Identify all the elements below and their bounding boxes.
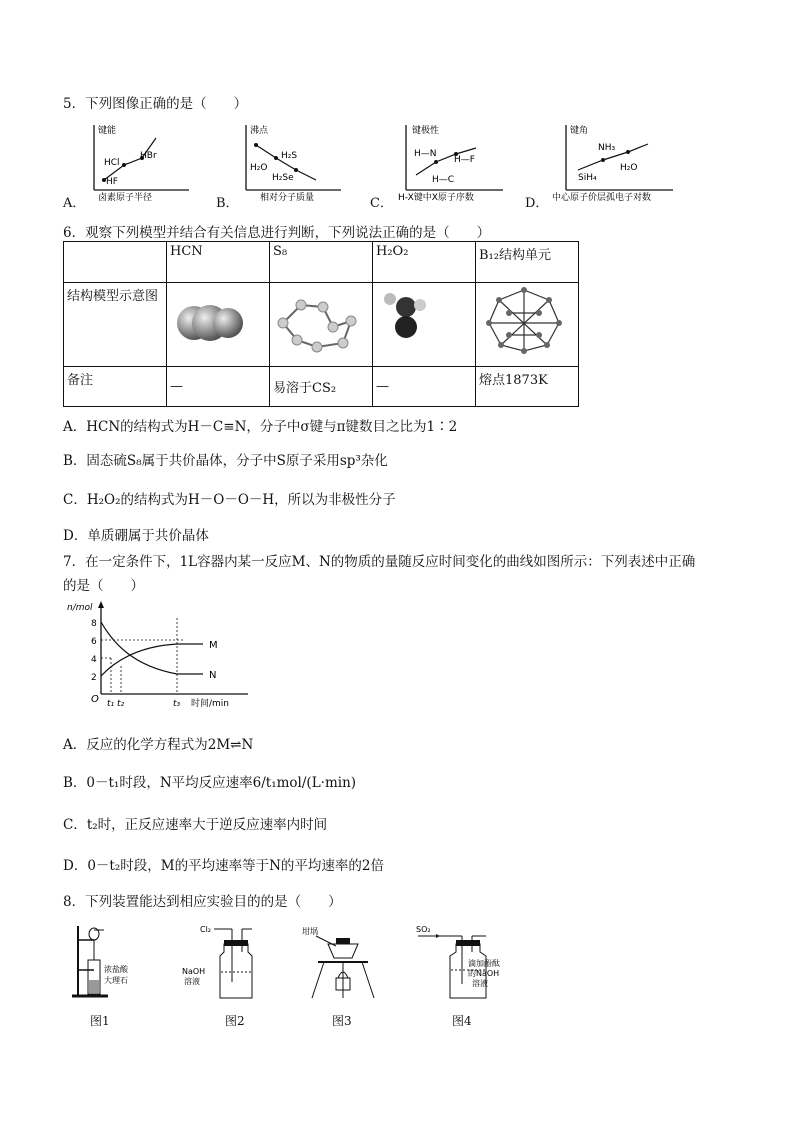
q7-option-d[interactable]: D．0－t₂时段，M的平均速率等于N的平均速率的2倍 <box>63 858 384 874</box>
q8-caption-3: 图3 <box>332 1014 352 1028</box>
h2o2-model-image <box>376 285 456 355</box>
q5a-label-3: HF <box>106 177 118 187</box>
q5c-label-3: H—C <box>432 175 455 185</box>
q5d-xlabel: 中心原子价层孤电子对数 <box>552 193 652 202</box>
q7-ytick-8: 8 <box>91 619 97 629</box>
table-header-b12: B₁₂结构单元 <box>476 242 579 283</box>
q8-caption-2: 图2 <box>225 1014 245 1028</box>
fig4-label-3: 溶液 <box>472 979 488 988</box>
s8-model-image <box>273 285 369 355</box>
table-header-h2o2: H₂O₂ <box>373 242 476 283</box>
fig2-label-naoh: NaOH <box>182 967 206 976</box>
q7-ylabel: n/mol <box>67 603 93 613</box>
fig3-label-crucible: 坩埚 <box>302 927 318 936</box>
s8-model-cell <box>270 283 373 367</box>
q6-option-c[interactable]: C．H₂O₂的结构式为H－O－O－H，所以为非极性分子 <box>63 492 396 508</box>
q5b-label-3: H₂Se <box>272 173 294 183</box>
q6-model-table <box>63 241 579 407</box>
q5b-label-2: H₂O <box>250 163 268 173</box>
q6-option-d[interactable]: D．单质硼属于共价晶体 <box>63 528 209 544</box>
q5d-label-1: NH₃ <box>598 143 616 153</box>
q7-origin: O <box>91 694 99 705</box>
table-corner <box>64 242 167 283</box>
q8-stem: 8．下列装置能达到相应实验目的的是（ ） <box>63 894 342 910</box>
q8-figure-4 <box>412 922 522 1004</box>
note-s8: 易溶于CS₂ <box>270 367 373 407</box>
fig4-label-so2: SO₂ <box>416 925 431 934</box>
fig4-label-1: 滴加酚酞 <box>468 959 500 968</box>
table-header-hcn: HCN <box>167 242 270 283</box>
q7-xtick-t1: t₁ <box>107 699 115 709</box>
q5-graph-b <box>236 120 346 202</box>
q5c-ylabel: 键极性 <box>412 126 440 136</box>
q5c-label-2: H—F <box>454 155 475 165</box>
q7-ytick-4: 4 <box>91 655 97 665</box>
q6-option-a[interactable]: A．HCN的结构式为H－C≡N，分子中σ键与π键数目之比为1∶2 <box>63 419 458 435</box>
q5-option-d-letter[interactable]: D． <box>525 196 549 211</box>
q5d-label-2: H₂O <box>620 163 638 173</box>
q5d-label-3: SiH₄ <box>578 173 597 183</box>
fig2-label-cl2: Cl₂ <box>200 925 212 934</box>
q5-option-a-letter[interactable]: A． <box>63 196 86 211</box>
q5b-xlabel: 相对分子质量 <box>260 193 315 202</box>
b12-model-image <box>479 285 569 355</box>
q8-figure-3 <box>298 922 388 1004</box>
b12-model-cell <box>476 283 579 367</box>
q8-figure-2 <box>180 922 270 1004</box>
table-row-note-label: 备注 <box>64 367 167 407</box>
q5-graph-d <box>548 120 678 202</box>
q5-option-b-letter[interactable]: B． <box>216 196 239 211</box>
h2o2-model-cell <box>373 283 476 367</box>
note-h2o2: — <box>373 367 476 407</box>
note-hcn: — <box>167 367 270 407</box>
q7-option-a[interactable]: A．反应的化学方程式为2M⇌N <box>63 737 254 753</box>
q5d-ylabel: 键角 <box>570 126 589 136</box>
q7-curve-m <box>101 644 203 676</box>
fig2-label-solution: 溶液 <box>184 977 200 986</box>
q5a-xlabel: 卤素原子半径 <box>98 193 153 202</box>
table-row-model-label: 结构模型示意图 <box>64 283 167 367</box>
fig1-label-1: 浓盐酸 <box>104 965 128 974</box>
table-header-s8: S₈ <box>270 242 373 283</box>
fig4-label-2: 的NaOH <box>468 969 500 978</box>
q7-series-n: N <box>209 670 217 681</box>
q7-option-b[interactable]: B．0－t₁时段，N平均反应速率6/t₁mol/(L·min) <box>63 775 357 791</box>
q5b-label-1: H₂S <box>281 151 298 161</box>
q7-series-m: M <box>209 640 218 651</box>
q5-stem: 5．下列图像正确的是（ ） <box>63 96 248 112</box>
q6-stem: 6．观察下列模型并结合有关信息进行判断，下列说法正确的是（ ） <box>63 225 491 241</box>
q6-option-b[interactable]: B．固态硫S₈属于共价晶体，分子中S原子采用sp³杂化 <box>63 453 388 469</box>
q7-option-c[interactable]: C．t₂时，正反应速率大于逆反应速率内时间 <box>63 817 328 833</box>
q5b-ylabel: 沸点 <box>250 126 269 136</box>
q7-graph <box>63 598 253 713</box>
q7-ytick-2: 2 <box>91 673 97 683</box>
q8-figure-1 <box>68 920 148 1002</box>
q8-caption-4: 图4 <box>452 1014 472 1028</box>
note-b12: 熔点1873K <box>476 367 579 407</box>
q5-graph-a <box>84 120 194 202</box>
q7-ytick-6: 6 <box>91 637 97 647</box>
q5a-label-1: HBr <box>140 151 157 161</box>
q5c-label-1: H—N <box>414 149 437 159</box>
hcn-model-image <box>170 285 250 355</box>
q5-graph-c <box>388 120 508 202</box>
q7-xtick-t3: t₃ <box>173 699 181 709</box>
q7-xlabel: 时间/min <box>191 699 230 709</box>
q7-xtick-t2: t₂ <box>117 699 125 709</box>
q7-stem-line1: 7．在一定条件下，1L容器内某一反应M、N的物质的量随反应时间变化的曲线如图所示：下列表述中正确 <box>63 554 696 570</box>
q5a-label-2: HCl <box>104 158 120 168</box>
q8-caption-1: 图1 <box>90 1014 110 1028</box>
hcn-model-cell <box>167 283 270 367</box>
q5a-ylabel: 键能 <box>98 126 117 136</box>
q7-stem-line2: 的是（ ） <box>63 578 144 594</box>
q5c-xlabel: H-X键中X原子序数 <box>398 193 474 202</box>
fig1-label-2: 大理石 <box>104 976 128 985</box>
q5-option-c-letter[interactable]: C． <box>370 196 393 211</box>
